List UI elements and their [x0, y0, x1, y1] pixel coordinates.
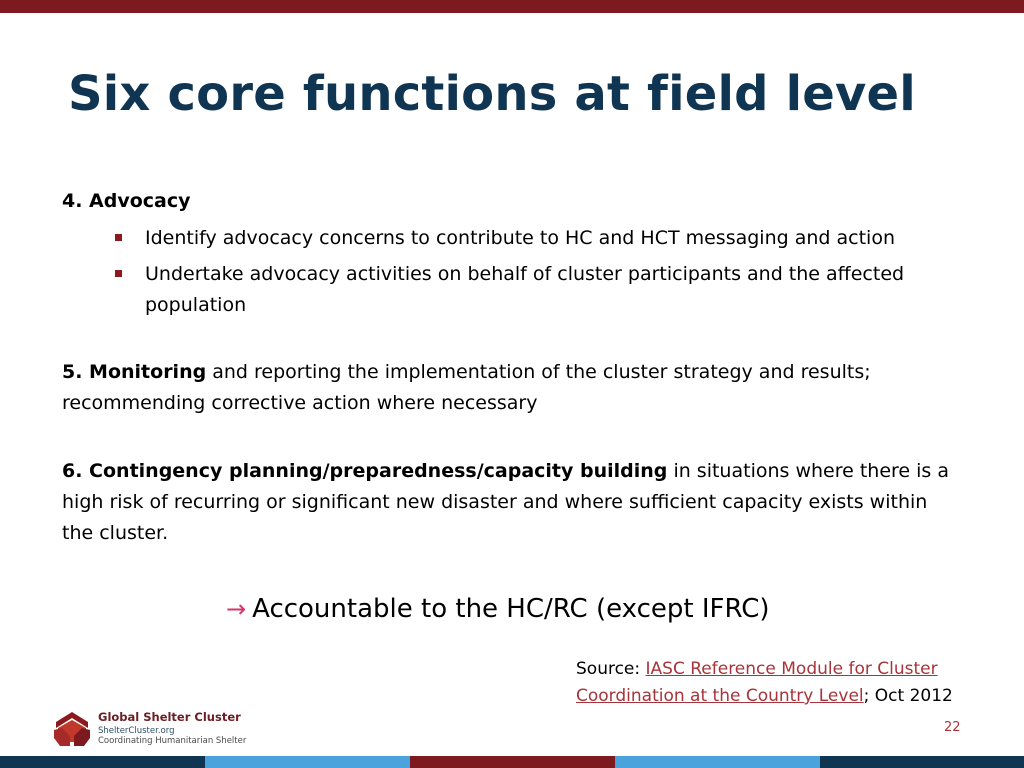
- advocacy-bullet-list: [113, 223, 973, 326]
- section-5-paragraph: [62, 357, 962, 419]
- source-prefix: Source:: [576, 659, 646, 679]
- bullet-text: Identify advocacy concerns to contribute to HC and HCT messaging and action: [145, 227, 895, 249]
- logo-name: Global Shelter Cluster: [98, 710, 241, 724]
- section-6-paragraph: [62, 456, 962, 549]
- accountability-text: Accountable to the HC/RC (except IFRC): [252, 594, 770, 624]
- bullet-text: Undertake advocacy activities on behalf of cluster participants and the affected population: [145, 263, 905, 316]
- list-item: [113, 259, 973, 321]
- bottom-bar-segment: [205, 756, 410, 768]
- top-accent-bar: [0, 0, 1024, 13]
- global-shelter-cluster-logo: [50, 706, 310, 750]
- bottom-color-bar: [0, 756, 1024, 768]
- page-number: 22: [944, 720, 961, 735]
- bottom-bar-segment: [410, 756, 615, 768]
- list-item: [113, 223, 973, 254]
- square-bullet-icon: [115, 234, 122, 241]
- bottom-bar-segment: [615, 756, 820, 768]
- bottom-bar-segment: [0, 756, 205, 768]
- arrow-right-icon: →: [226, 595, 247, 623]
- logo-tagline: Coordinating Humanitarian Shelter: [98, 736, 247, 746]
- square-bullet-icon: [115, 270, 122, 277]
- source-citation: [576, 656, 1006, 710]
- section-6-heading: 6. Contingency planning/preparedness/capacity building: [62, 460, 668, 482]
- logo-site: ShelterCluster.org: [98, 726, 175, 736]
- shelter-hands-icon: [50, 708, 94, 748]
- source-suffix: ; Oct 2012: [863, 686, 953, 706]
- section-4-heading: 4. Advocacy: [62, 190, 191, 212]
- bottom-bar-segment: [820, 756, 1024, 768]
- section-5-heading: 5. Monitoring: [62, 361, 207, 383]
- accountability-statement: [226, 594, 770, 624]
- source-link[interactable]: IASC Reference Module for Cluster Coordination at the Country Level: [576, 659, 938, 706]
- slide-title: Six core functions at field level: [68, 66, 916, 122]
- section-6-text: in situations where there is a high risk of recurring or significant new disaster and where sufficient capacity exists within the cluster.: [62, 460, 950, 544]
- section-5-text: and reporting the implementation of the cluster strategy and results; recommending corrective action where necessary: [62, 361, 871, 414]
